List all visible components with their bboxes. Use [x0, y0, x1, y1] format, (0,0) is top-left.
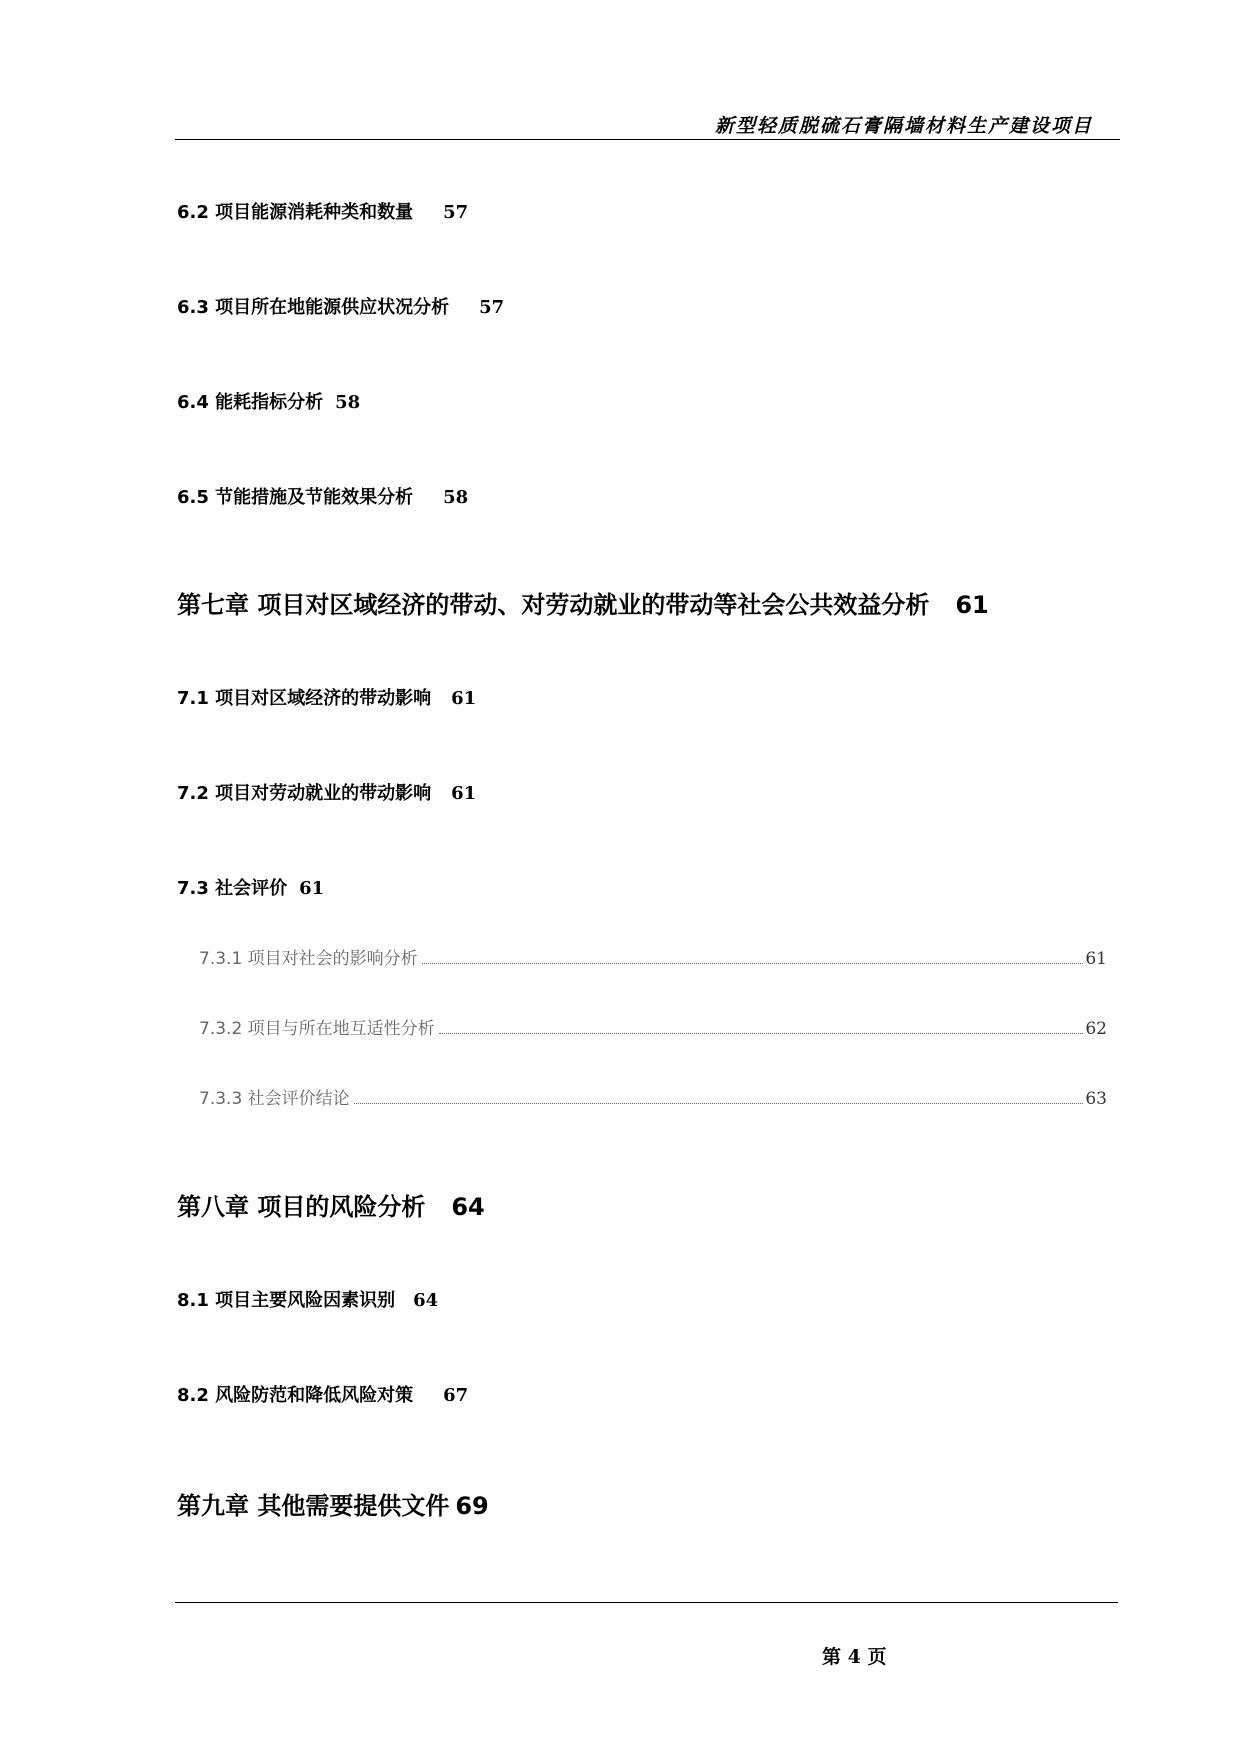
toc-entry-label: 6.2 项目能源消耗种类和数量 [177, 202, 414, 223]
toc-entry-page: 58 [443, 487, 469, 508]
toc-chapter[interactable] [177, 585, 989, 620]
toc-chapter-label: 第七章 项目对区域经济的带动、对劳动就业的带动等社会公共效益分析 [177, 591, 930, 619]
toc-entry[interactable] [177, 1381, 468, 1407]
toc-entry-page: 61 [299, 878, 325, 899]
toc-entry-label: 6.4 能耗指标分析 [177, 392, 324, 413]
toc-subentry[interactable] [199, 944, 1107, 969]
toc-subentry-label: 7.3.3 社会评价结论 [199, 1089, 350, 1109]
toc-chapter-page: 69 [455, 1492, 489, 1520]
toc-subentry-label: 7.3.1 项目对社会的影响分析 [199, 949, 418, 969]
dot-leader [354, 1103, 1084, 1104]
toc-entry-page: 58 [335, 392, 361, 413]
page-number: 第 4 页 [822, 1646, 887, 1668]
toc-entry-label: 8.1 项目主要风险因素识别 [177, 1290, 396, 1311]
toc-chapter[interactable] [177, 1486, 489, 1521]
toc-entry[interactable] [177, 684, 476, 710]
toc-entry-label: 7.2 项目对劳动就业的带动影响 [177, 783, 432, 804]
toc-entry-label: 8.2 风险防范和降低风险对策 [177, 1385, 414, 1406]
toc-entry-page: 64 [413, 1290, 439, 1311]
toc-entry-label: 7.1 项目对区域经济的带动影响 [177, 688, 432, 709]
toc-entry-page: 61 [451, 783, 477, 804]
toc-entry[interactable] [177, 388, 360, 414]
toc-chapter-label: 第八章 项目的风险分析 [177, 1193, 426, 1221]
toc-entry[interactable] [177, 1286, 438, 1312]
toc-chapter-page: 61 [955, 591, 989, 619]
toc-entry-label: 6.3 项目所在地能源供应状况分析 [177, 297, 450, 318]
toc-entry-page: 61 [451, 688, 477, 709]
toc-chapter-page: 64 [451, 1193, 485, 1221]
dot-leader [439, 1033, 1084, 1034]
toc-entry-page: 67 [443, 1385, 469, 1406]
toc-entry[interactable] [177, 293, 504, 319]
footer-rule [175, 1602, 1118, 1603]
toc-subentry-page: 62 [1085, 1019, 1107, 1039]
toc-entry[interactable] [177, 874, 324, 900]
toc-chapter-label: 第九章 其他需要提供文件 [177, 1492, 450, 1520]
toc-entry[interactable] [177, 198, 468, 224]
toc-entry-page: 57 [479, 297, 505, 318]
toc-entry[interactable] [177, 483, 468, 509]
toc-entry-label: 6.5 节能措施及节能效果分析 [177, 487, 414, 508]
header-rule [175, 139, 1120, 140]
running-header-title: 新型轻质脱硫石膏隔墙材料生产建设项目 [714, 115, 1093, 137]
toc-subentry[interactable] [199, 1084, 1107, 1109]
toc-entry-page: 57 [443, 202, 469, 223]
toc-chapter[interactable] [177, 1187, 485, 1222]
toc-subentry-page: 63 [1085, 1089, 1107, 1109]
dot-leader [422, 963, 1084, 964]
toc-subentry[interactable] [199, 1014, 1107, 1039]
toc-entry[interactable] [177, 779, 476, 805]
toc-entry-label: 7.3 社会评价 [177, 878, 288, 899]
toc-subentry-page: 61 [1085, 949, 1107, 969]
toc-subentry-label: 7.3.2 项目与所在地互适性分析 [199, 1019, 435, 1039]
